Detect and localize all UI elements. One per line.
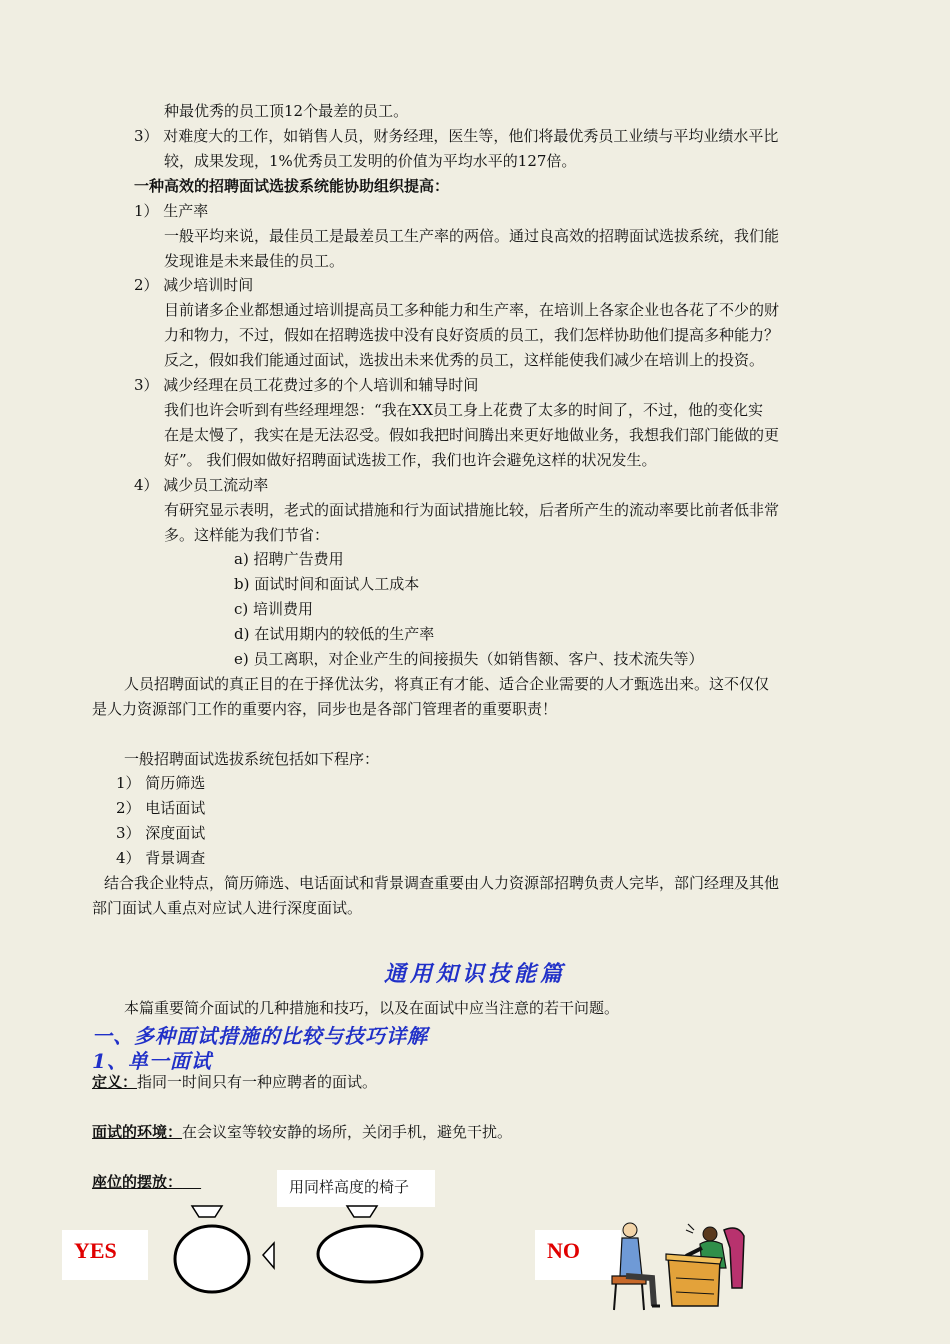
- environment-label: 面试的环境：: [92, 1123, 183, 1141]
- text-line: 好”。 我们假如做好招聘面试选拔工作，我们也许会避免这样的状况发生。: [164, 451, 657, 469]
- interview-desk-icon: [606, 1218, 756, 1314]
- text-line: 4） 减少员工流动率: [134, 476, 269, 494]
- text-line: 是人力资源部门工作的重要内容，同步也是各部门管理者的重要职责！: [92, 700, 558, 718]
- text-line: 2） 电话面试: [116, 799, 206, 817]
- text-line: 2） 减少培训时间: [134, 276, 254, 294]
- text-line: 目前诸多企业都想通过培训提高员工多种能力和生产率，在培训上各家企业也各花了不少的财: [164, 301, 780, 319]
- text-line: 一种高效的招聘面试选拔系统能协助组织提高：: [134, 177, 450, 195]
- text-line: 部门面试人重点对应试人进行深度面试。: [92, 899, 363, 917]
- yes-label: YES: [74, 1238, 117, 1263]
- text-line: 我们也许会听到有些经理埋怨：“我在XX员工身上花费了太多的时间了，不过，他的变化实: [164, 401, 764, 419]
- table-oval-icon: [318, 1226, 422, 1282]
- text-line: 力和物力，不过，假如在招聘选拔中没有良好资质的员工，我们怎样协助他们提高多种能力？: [164, 326, 780, 344]
- section-title: 通用知识技能篇: [383, 961, 566, 987]
- definition-label: 定义：: [92, 1073, 138, 1091]
- text-line: d) 在试用期内的较低的生产率: [234, 625, 435, 643]
- text-line: e) 员工离职，对企业产生的间接损失（如销售额、客户、技术流失等）: [234, 650, 704, 668]
- text-line: 1） 简历筛选: [116, 774, 206, 792]
- heading-1: 一、多种面试措施的比较与技巧详解: [92, 1024, 428, 1048]
- text-line: 一般平均来说，最佳员工是最差员工生产率的两倍。通过良高效的招聘面试选拔系统，我们能: [164, 227, 780, 245]
- text-line: 4） 背景调查: [116, 849, 206, 867]
- text-line: 一般招聘面试选拔系统包括如下程序：: [124, 750, 380, 768]
- text-line: 较，成果发现，1%优秀员工发明的价值为平均水平的127倍。: [164, 152, 577, 170]
- text-line: 有研究显示表明，老式的面试措施和行为面试措施比较，后者所产生的流动率要比前者低非常: [164, 501, 780, 519]
- chair-icon-left: [192, 1206, 222, 1217]
- text-line: 人员招聘面试的真正目的在于择优汰劣，将真正有才能、适合企业需要的人才甄选出来。这不仅仅: [124, 675, 770, 693]
- chair-note: 用同样高度的椅子: [289, 1178, 410, 1196]
- text-line: 3） 减少经理在员工花费过多的个人培训和辅导时间: [134, 376, 479, 394]
- environment-text: 在会议室等较安静的场所，关闭手机，避免干扰。: [182, 1123, 513, 1141]
- text-line: 种最优秀的员工顶12个最差的员工。: [164, 102, 409, 120]
- text-line: b) 面试时间和面试人工成本: [234, 575, 420, 593]
- chair-icon-right: [347, 1206, 377, 1217]
- text-line: 3） 深度面试: [116, 824, 206, 842]
- text-line: 反之，假如我们能通过面试，选拔出未来优秀的员工，这样能使我们减少在培训上的投资。: [164, 351, 765, 369]
- table-round-icon: [175, 1226, 249, 1292]
- text-line: 3） 对难度大的工作，如销售人员，财务经理，医生等，他们将最优秀员工业绩与平均业绩水平比: [134, 127, 779, 145]
- text-line: 本篇重要简介面试的几种措施和技巧，以及在面试中应当注意的若干问题。: [124, 999, 620, 1017]
- text-line: 1） 生产率: [134, 202, 209, 220]
- chair-icon-side: [263, 1243, 274, 1268]
- text-line: 多。这样能为我们节省：: [164, 526, 330, 544]
- seating-label: 座位的摆放：: [92, 1173, 183, 1191]
- text-line: a) 招聘广告费用: [234, 550, 344, 568]
- text-line: c) 培训费用: [234, 600, 314, 618]
- text-line: 在是太慢了，我实在是无法忍受。假如我把时间腾出来更好地做业务，我想我们部门能做的更: [164, 426, 780, 444]
- no-label: NO: [547, 1238, 580, 1263]
- text-line: 结合我企业特点，简历筛选、电话面试和背景调查重要由人力资源部招聘负责人完毕，部门经理及其他: [104, 874, 780, 892]
- definition-text: 指同一时间只有一种应聘者的面试。: [137, 1073, 378, 1091]
- heading-2: 1、单一面试: [92, 1049, 212, 1073]
- text-line: 发现谁是未来最佳的员工。: [164, 252, 345, 270]
